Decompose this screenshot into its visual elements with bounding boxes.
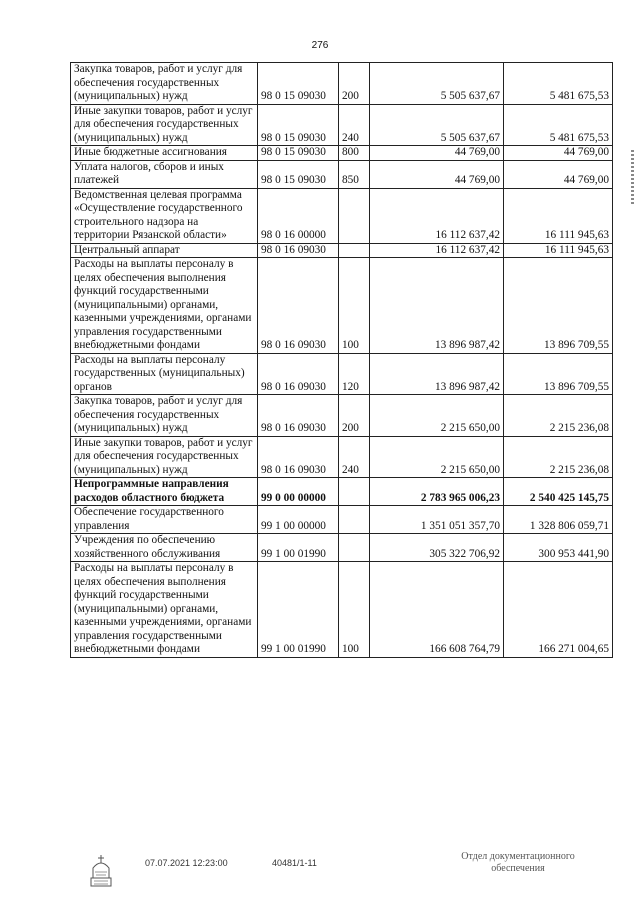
row-name-cell: Иные закупки товаров, работ и услуг для обеспечения государственных (муниципальных) нужд — [71, 436, 258, 478]
table-row — [71, 160, 613, 188]
row-amount-1-cell: 44 769,00 — [370, 146, 504, 161]
row-amount-1-cell: 2 215 650,00 — [370, 436, 504, 478]
row-amount-1-cell: 16 112 637,42 — [370, 188, 504, 243]
row-type-cell — [339, 534, 370, 562]
row-code-cell: 98 0 16 09030 — [258, 258, 339, 354]
row-amount-2-cell: 2 215 236,08 — [504, 395, 613, 437]
row-type-cell: 120 — [339, 353, 370, 395]
budget-table-body — [71, 63, 613, 658]
footer-reg-number: 40481/1-11 — [272, 858, 317, 868]
row-name-cell: Расходы на выплаты персоналу государственных (муниципальных) органов — [71, 353, 258, 395]
row-type-cell: 240 — [339, 104, 370, 146]
row-amount-1-cell: 5 505 637,67 — [370, 63, 504, 105]
row-type-cell: 200 — [339, 63, 370, 105]
table-row — [71, 478, 613, 506]
row-type-cell: 200 — [339, 395, 370, 437]
row-code-cell: 98 0 16 00000 — [258, 188, 339, 243]
row-name-cell: Уплата налогов, сборов и иных платежей — [71, 160, 258, 188]
budget-table — [70, 62, 613, 658]
stamp-line-2: обеспечения — [491, 863, 545, 874]
table-row — [71, 395, 613, 437]
row-name-cell: Учреждения по обеспечению хозяйственного обслуживания — [71, 534, 258, 562]
row-amount-2-cell: 1 328 806 059,71 — [504, 506, 613, 534]
row-code-cell: 98 0 15 09030 — [258, 160, 339, 188]
page-footer — [0, 848, 640, 898]
row-amount-2-cell: 300 953 441,90 — [504, 534, 613, 562]
row-amount-1-cell: 13 896 987,42 — [370, 258, 504, 354]
table-row — [71, 258, 613, 354]
row-type-cell: 100 — [339, 258, 370, 354]
row-amount-2-cell: 16 111 945,63 — [504, 243, 613, 258]
row-amount-2-cell: 2 540 425 145,75 — [504, 478, 613, 506]
table-row — [71, 562, 613, 658]
row-amount-1-cell: 166 608 764,79 — [370, 562, 504, 658]
row-type-cell — [339, 188, 370, 243]
row-name-cell: Закупка товаров, работ и услуг для обеспечения государственных (муниципальных) нужд — [71, 63, 258, 105]
row-amount-1-cell: 2 783 965 006,23 — [370, 478, 504, 506]
footer-datetime: 07.07.2021 12:23:00 — [145, 858, 228, 868]
row-name-cell: Ведомственная целевая программа «Осуществление государственного строительного надзора на территории Рязанской области» — [71, 188, 258, 243]
row-amount-2-cell: 2 215 236,08 — [504, 436, 613, 478]
row-amount-2-cell: 5 481 675,53 — [504, 104, 613, 146]
row-name-cell: Расходы на выплаты персоналу в целях обеспечения выполнения функций государственными (муниципальными) органами, казенными учреждениями, органами управления государственными внебюджетными фондами — [71, 258, 258, 354]
row-amount-2-cell: 13 896 709,55 — [504, 353, 613, 395]
row-code-cell: 99 1 00 01990 — [258, 562, 339, 658]
row-code-cell: 98 0 16 09030 — [258, 353, 339, 395]
table-row — [71, 534, 613, 562]
page-number: 276 — [311, 40, 329, 51]
row-code-cell: 99 1 00 00000 — [258, 506, 339, 534]
table-row — [71, 436, 613, 478]
row-code-cell: 98 0 15 09030 — [258, 146, 339, 161]
scan-edge-mark — [631, 150, 634, 205]
row-amount-1-cell: 16 112 637,42 — [370, 243, 504, 258]
row-amount-1-cell: 44 769,00 — [370, 160, 504, 188]
table-row — [71, 243, 613, 258]
row-name-cell: Иные бюджетные ассигнования — [71, 146, 258, 161]
table-row — [71, 188, 613, 243]
row-code-cell: 98 0 15 09030 — [258, 63, 339, 105]
row-code-cell: 98 0 16 09030 — [258, 395, 339, 437]
row-amount-2-cell: 13 896 709,55 — [504, 258, 613, 354]
department-stamp — [443, 851, 593, 875]
row-type-cell — [339, 243, 370, 258]
row-name-cell: Непрограммные направления расходов областного бюджета — [71, 478, 258, 506]
row-type-cell: 100 — [339, 562, 370, 658]
row-code-cell: 99 1 00 01990 — [258, 534, 339, 562]
row-code-cell: 98 0 15 09030 — [258, 104, 339, 146]
row-amount-1-cell: 305 322 706,92 — [370, 534, 504, 562]
row-name-cell: Закупка товаров, работ и услуг для обеспечения государственных (муниципальных) нужд — [71, 395, 258, 437]
table-row — [71, 353, 613, 395]
row-amount-1-cell: 1 351 051 357,70 — [370, 506, 504, 534]
row-type-cell: 240 — [339, 436, 370, 478]
row-type-cell — [339, 506, 370, 534]
row-amount-2-cell: 166 271 004,65 — [504, 562, 613, 658]
stamp-line-1: Отдел документационного — [461, 851, 575, 862]
row-type-cell: 800 — [339, 146, 370, 161]
row-amount-2-cell: 44 769,00 — [504, 160, 613, 188]
table-row — [71, 506, 613, 534]
row-name-cell: Расходы на выплаты персоналу в целях обеспечения выполнения функций государственными (муниципальными) органами, казенными учреждениями, органами управления государственными внебюджетными фондами — [71, 562, 258, 658]
row-name-cell: Обеспечение государственного управления — [71, 506, 258, 534]
row-amount-1-cell: 13 896 987,42 — [370, 353, 504, 395]
row-name-cell: Иные закупки товаров, работ и услуг для обеспечения государственных (муниципальных) нужд — [71, 104, 258, 146]
row-name-cell: Центральный аппарат — [71, 243, 258, 258]
row-code-cell: 99 0 00 00000 — [258, 478, 339, 506]
row-code-cell: 98 0 16 09030 — [258, 243, 339, 258]
row-type-cell: 850 — [339, 160, 370, 188]
row-amount-2-cell: 44 769,00 — [504, 146, 613, 161]
coat-of-arms-icon — [86, 852, 116, 890]
row-amount-1-cell: 5 505 637,67 — [370, 104, 504, 146]
row-amount-1-cell: 2 215 650,00 — [370, 395, 504, 437]
row-type-cell — [339, 478, 370, 506]
row-code-cell: 98 0 16 09030 — [258, 436, 339, 478]
row-amount-2-cell: 16 111 945,63 — [504, 188, 613, 243]
table-row — [71, 146, 613, 161]
row-amount-2-cell: 5 481 675,53 — [504, 63, 613, 105]
table-row — [71, 104, 613, 146]
table-row — [71, 63, 613, 105]
